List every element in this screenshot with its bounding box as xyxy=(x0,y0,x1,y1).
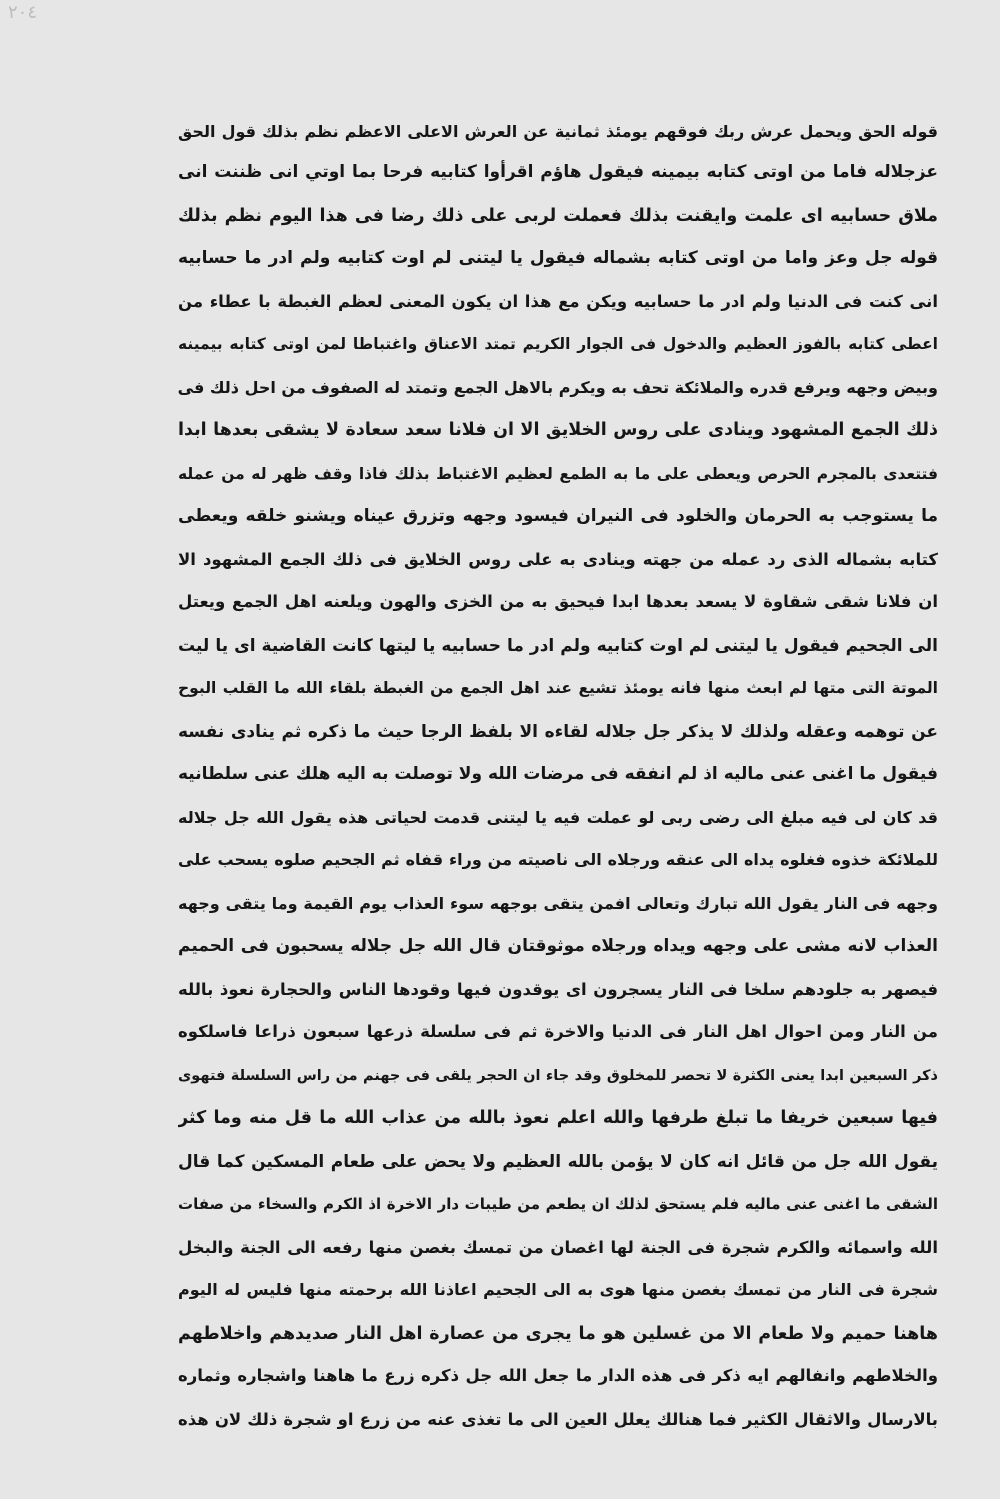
manuscript-line: الى الجحيم فيقول يا ليتنى لم اوت كتابيه ولم ادر ما حسابيه يا ليتها كانت القاضية اى يا ليت xyxy=(178,636,938,656)
manuscript-text-block xyxy=(178,112,938,1482)
manuscript-line: وبيض وجهه ويرفع قدره والملائكة تحف به ويكرم بالاهل الجمع وتمتد له الصفوف من احل ذلك فى xyxy=(178,378,938,397)
manuscript-line: ملاق حسابيه اى علمت وايقنت بذلك فعملت لربى على ذلك رضا فى هذا اليوم نظم بذلك xyxy=(178,206,938,226)
manuscript-line: اعطى كتابه بالفوز العظيم والدخول فى الجوار الكريم تمتد الاعناق واغتباطا لمن اوتى كتابه بيمينه xyxy=(178,335,938,353)
manuscript-line: فيها سبعين خريفا ما تبلغ طرفها والله اعلم نعوذ بالله من عذاب الله ما قل منه وما كثر xyxy=(178,1108,938,1128)
manuscript-line: العذاب لانه مشى على وجهه ويداه ورجلاه موثوقتان قال الله جل جلاله يسحبون فى الحميم xyxy=(178,936,938,956)
manuscript-line: قد كان لى فيه مبلغ الى رضى ربى لو عملت فيه يا ليتنى قدمت لحياتى هذه يقول الله جل جلاله xyxy=(178,808,938,827)
manuscript-line: وجهه فى النار يقول الله تبارك وتعالى افمن يتقى بوجهه سوء العذاب يوم القيمة وما يتقى وجهه xyxy=(178,894,938,913)
manuscript-line: عزجلاله فاما من اوتى كتابه بيمينه فيقول هاؤم اقرأوا كتابيه فرحا بما اوتي انى ظننت انى xyxy=(178,162,938,182)
manuscript-line: ذكر السبعين ابدا يعنى الكثرة لا تحصر للمخلوق وقد جاء ان الحجر يلقى فى جهنم من راس السلسلة فتهوى xyxy=(178,1068,938,1084)
manuscript-line: عن توهمه وعقله ولذلك لا يذكر جل جلاله لقاءه الا بلفظ الرجا حيث ما ذكره ثم ينادى نفسه xyxy=(178,722,938,742)
manuscript-line: ذلك الجمع المشهود وينادى على روس الخلايق الا ان فلانا سعد سعادة لا يشقى بعدها ابدا xyxy=(178,420,938,440)
manuscript-line: ان فلانا شقى شقاوة لا يسعد بعدها ابدا فيحيق به من الخزى والهون ويلعنه اهل الجمع ويعتل xyxy=(178,592,938,611)
manuscript-line: يقول الله جل من قائل انه كان لا يؤمن بالله العظيم ولا يحض على طعام المسكين كما قال xyxy=(178,1152,938,1172)
manuscript-line: قوله جل وعز واما من اوتى كتابه بشماله فيقول يا ليتنى لم اوت كتابيه ولم ادر ما حسابيه xyxy=(178,248,938,268)
manuscript-line: بالارسال والاثقال الكثير فما هنالك يعلل العين الى ما تغذى عنه من زرع او شجرة ذلك لان هذه xyxy=(178,1410,938,1429)
manuscript-line: من النار ومن احوال اهل النار فى الدنيا والاخرة ثم فى سلسلة ذرعها سبعون ذراعا فاسلكوه xyxy=(178,1022,938,1041)
manuscript-line: قوله الحق ويحمل عرش ربك فوقهم يومئذ ثمانية عن العرش الاعلى الاعظم نظم بذلك قول الحق xyxy=(178,122,938,141)
manuscript-line: شجرة فى النار من تمسك بغصن منها هوى به الى الجحيم اعاذنا الله برحمته منها فليس له اليوم xyxy=(178,1280,938,1299)
manuscript-line: فيقول ما اغنى عنى ماليه اذ لم انفقه فى مرضات الله ولا توصلت به اليه هلك عنى سلطانيه xyxy=(178,764,938,784)
manuscript-line: الموتة التى متها لم ابعث منها فانه يومئذ تشيع عند اهل الجمع من الغبطة بلقاء الله ما القلب البوح xyxy=(178,679,938,697)
manuscript-line: الشقى ما اغنى عنى ماليه فلم يستحق لذلك ان يطعم من طيبات دار الاخرة اذ الكرم والسخاء من صفات xyxy=(178,1195,938,1213)
page-number: ٢٠٤ xyxy=(8,2,38,23)
manuscript-line: انى كنت فى الدنيا ولم ادر ما حسابيه ويكن مع هذا ان يكون المعنى لعظم الغبطة با عطاء من xyxy=(178,292,938,311)
manuscript-line: كتابه بشماله الذى رد عمله من جهته وينادى به على روس الخلايق فى ذلك الجمع المشهود الا xyxy=(178,550,938,569)
manuscript-line: والخلاطهم وانفالهم ايه ذكر فى هذه الدار ما جعل الله جل ذكره زرع ما هاهنا واشجاره وثماره xyxy=(178,1366,938,1385)
manuscript-line: ما يستوجب به الحرمان والخلود فى النيران فيسود وجهه وتزرق عيناه ويشنو خلقه ويعطى xyxy=(178,506,938,526)
manuscript-line: الله واسمائه والكرم شجرة فى الجنة لها اغصان من تمسك بغصن منها رفعه الى الجنة والبخل xyxy=(178,1238,938,1257)
manuscript-line: هاهنا حميم ولا طعام الا من غسلين هو ما يجرى من عصارة اهل النار صديدهم واخلاطهم xyxy=(178,1324,938,1344)
manuscript-line: فيصهر به جلودهم سلخا فى النار يسجرون اى يوقدون فيها وقودها الناس والحجارة نعوذ بالله xyxy=(178,980,938,999)
manuscript-line: فتتعدى بالمجرم الحرص ويعطى على ما به الطمع لعظيم الاغتباط بذلك فاذا وقف ظهر له من عمله xyxy=(178,465,938,483)
manuscript-line: للملائكة خذوه فغلوه يداه الى عنقه ورجلاه الى ناصيته من وراء قفاه ثم الجحيم صلوه يسحب على xyxy=(178,850,938,869)
